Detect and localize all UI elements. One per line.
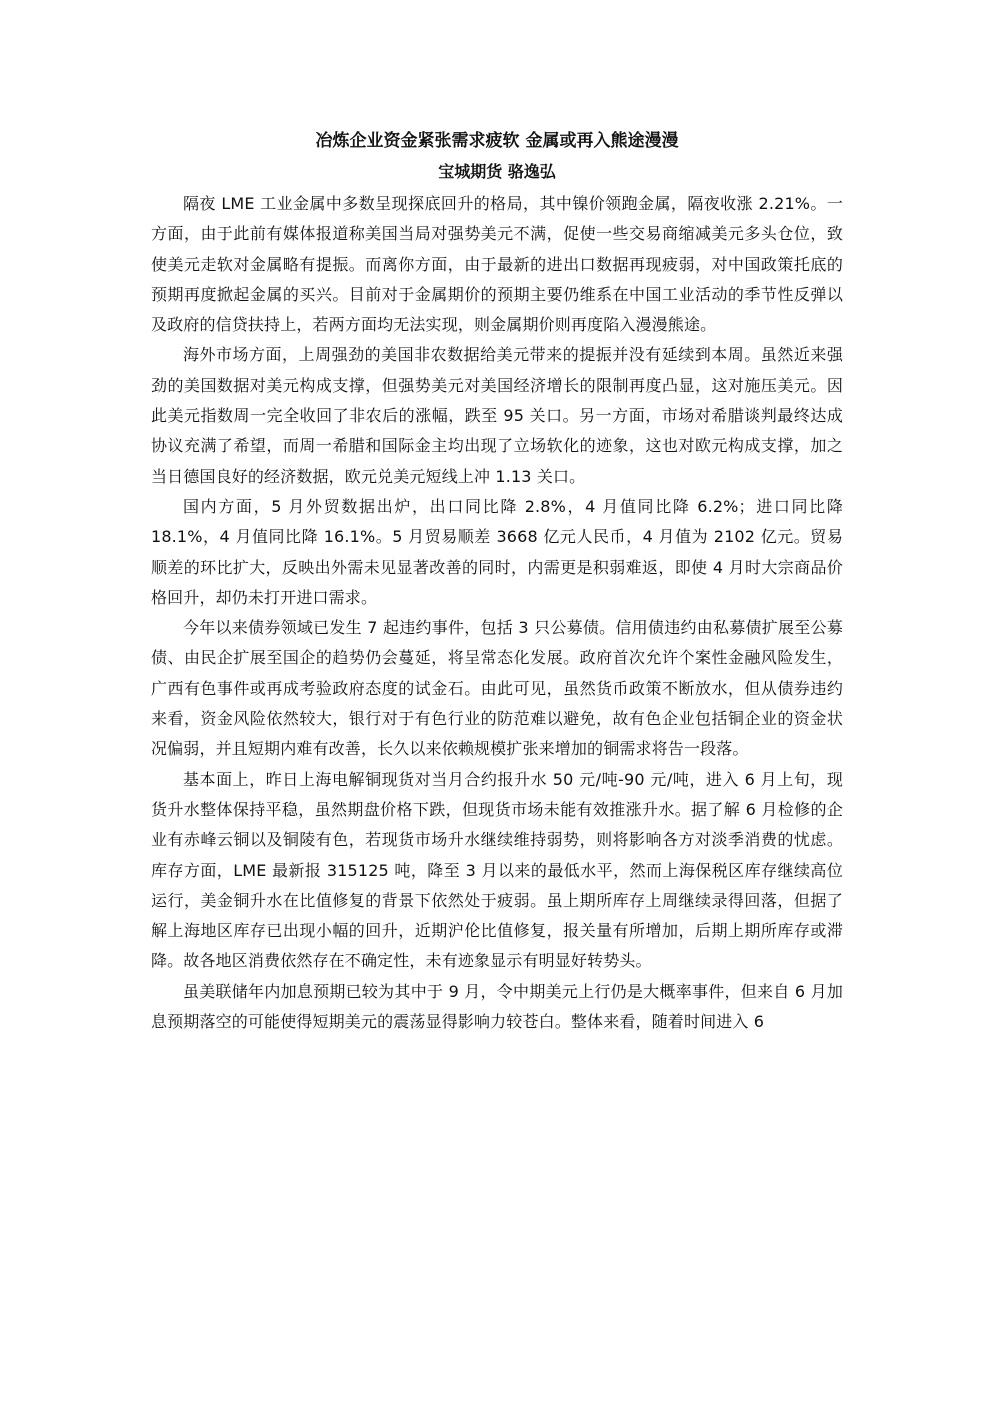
body-paragraph-3: 国内方面，5 月外贸数据出炉，出口同比降 2.8%，4 月值同比降 6.2%；进口同比降 18.1%，4 月值同比降 16.1%。5 月贸易顺差 3668 亿元人民币，4 月值为 2102 亿元。贸易顺差的环比扩大，反映出外需未见显著改善的同时，内需更是积弱难返，即使 4 月时大宗商品价格回升，却仍未打开进口需求。 xyxy=(151,496,843,607)
body-paragraph-4: 今年以来债券领域已发生 7 起违约事件，包括 3 只公募债。信用债违约由私募债扩展至公募债、由民企扩展至国企的趋势仍会蔓延，将呈常态化发展。政府首次允许个案性金融风险发生，广西有色事件或再成考验政府态度的试金石。由此可见，虽然货币政策不断放水，但从债券违约来看，资金风险依然较大，银行对于有色行业的防范难以避免，故有色企业包括铜企业的资金状况偏弱，并且短期内难有改善，长久以来依赖规模扩张来增加的铜需求将告一段落。 xyxy=(151,618,843,759)
body-paragraph-1: 隔夜 LME 工业金属中多数呈现探底回升的格局，其中镍价领跑金属，隔夜收涨 2.21%。一方面，由于此前有媒体报道称美国当局对强势美元不满，促使一些交易商缩减美元多头仓位，致使美元走软对金属略有提振。而离你方面，由于最新的进出口数据再现疲弱，对中国政策托底的预期再度掀起金属的买兴。目前对于金属期价的预期主要仍维系在中国工业活动的季节性反弹以及政府的信贷扶持上，若两方面均无法实现，则金属期价则再度陷入漫漫熊途。 xyxy=(151,194,843,335)
document-title: 冶炼企业资金紧张需求疲软 金属或再入熊途漫漫 xyxy=(315,131,679,151)
document-page xyxy=(151,126,843,1037)
body-paragraph-6: 虽美联储年内加息预期已较为其中于 9 月，令中期美元上行仍是大概率事件，但来自 6 月加息预期落空的可能使得短期美元的震荡显得影响力较苍白。整体来看，随着时间进入 6 xyxy=(151,981,843,1032)
body-paragraph-5: 基本面上，昨日上海电解铜现货对当月合约报升水 50 元/吨-90 元/吨，进入 6 月上旬，现货升水整体保持平稳，虽然期盘价格下跌，但现货市场未能有效推涨升水。据了解 6 月检修的企业有赤峰云铜以及铜陵有色，若现货市场升水继续维持弱势，则将影响各方对淡季消费的忧虑。库存方面，LME 最新报 315125 吨，降至 3 月以来的最低水平，然而上海保税区库存继续高位运行，美金铜升水在比值修复的背景下依然处于疲弱。虽上期所库存上周继续录得回落，但据了解上海地区库存已出现小幅的回升，近期沪伦比值修复，报关量有所增加，后期上期所库存或滞降。故各地区消费依然存在不确定性，未有迹象显示有明显好转势头。 xyxy=(151,769,843,971)
body-paragraph-2: 海外市场方面，上周强劲的美国非农数据给美元带来的提振并没有延续到本周。虽然近来强劲的美国数据对美元构成支撑，但强势美元对美国经济增长的限制再度凸显，这对施压美元。因此美元指数周一完全收回了非农后的涨幅，跌至 95 关口。另一方面，市场对希腊谈判最终达成协议充满了希望，而周一希腊和国际金主均出现了立场软化的迹象，这也对欧元构成支撑，加之当日德国良好的经济数据，欧元兑美元短线上冲 1.13 关口。 xyxy=(151,345,843,486)
document-byline: 宝城期货 骆逸弘 xyxy=(438,162,556,181)
